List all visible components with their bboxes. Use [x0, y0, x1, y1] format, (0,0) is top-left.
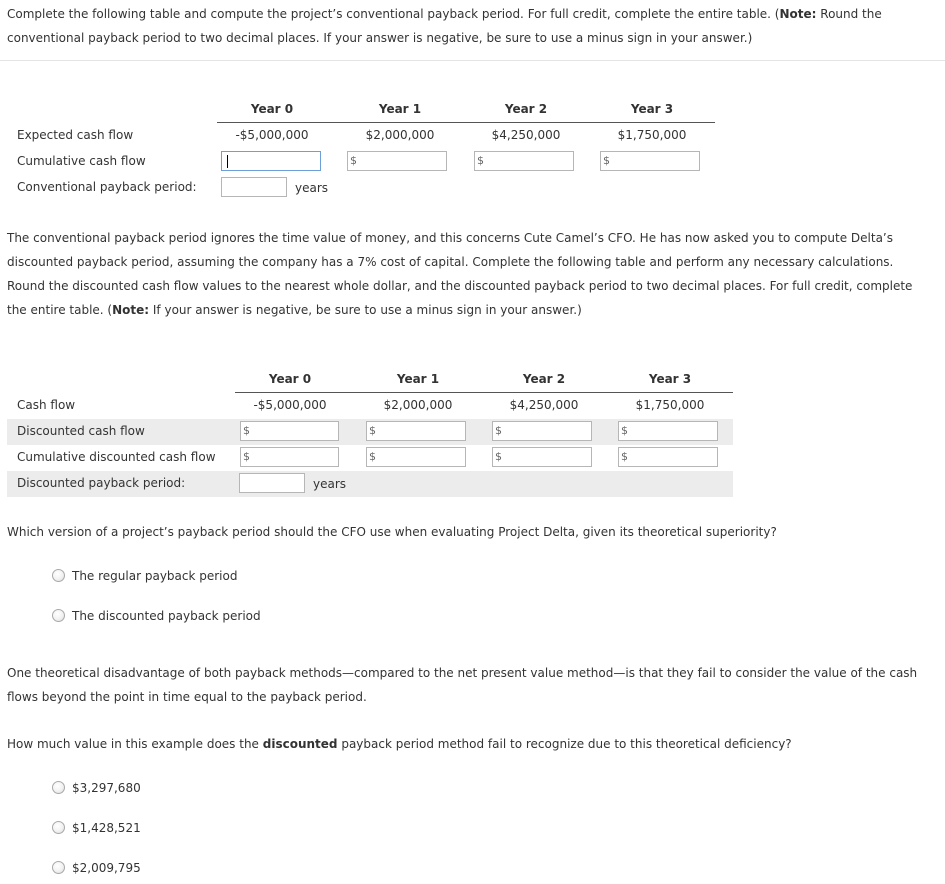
t1-expected-year0: -$5,000,000 [235, 128, 309, 142]
discounted-instructions-paragraph: The conventional payback period ignores the time value of money, and this concerns Cute Camel’s CFO. He has now asked you to compute Delta’s discounted payback period, assuming the company has a 7% cost of capital. Complete the following table and perform any necessary calculations. Round the discounted cash flow values to the nearest whole dollar, and the discounted payback period to two decimal places. For full credit, complete the entire table. (Note: If your answer is negative, be sure to use a minus sign in your answer.) [7, 231, 913, 317]
t1-cumulative-year3-input[interactable] [600, 151, 700, 171]
t1-cumulative-year2-input[interactable] [474, 151, 574, 171]
t1-header-rule [217, 122, 715, 123]
q2-option-1-label[interactable]: $3,297,680 [72, 781, 141, 795]
t1-expected-year2: $4,250,000 [491, 128, 561, 142]
t2-header-year3: Year 3 [648, 372, 692, 386]
t2-header-year2: Year 2 [522, 372, 566, 386]
intro-paragraph: Complete the following table and compute the project’s conventional payback period. For full credit, complete the entire table. (Note: Round the conventional payback period to two decimal places. If your answer is negative, be sure to use a minus sign in your answer.) [7, 7, 882, 45]
t2-cashflow-year3: $1,750,000 [635, 398, 705, 412]
t2-header-year1: Year 1 [396, 372, 440, 386]
t2-cumulative-year3-input[interactable] [618, 447, 718, 467]
t1-header-year0: Year 0 [250, 102, 294, 116]
t1-cumulative-year1-input[interactable] [347, 151, 447, 171]
dollar-sign: $ [495, 450, 502, 463]
t2-discounted-year3-input[interactable] [618, 421, 718, 441]
t1-header-year1: Year 1 [378, 102, 422, 116]
t1-header-year2: Year 2 [504, 102, 548, 116]
q1-option-discounted-label[interactable]: The discounted payback period [72, 609, 261, 623]
q1-option-regular-radio[interactable] [52, 569, 65, 582]
t2-cumulative-year1-input[interactable] [366, 447, 466, 467]
text-caret [227, 155, 228, 168]
t2-discounted-year1-input[interactable] [366, 421, 466, 441]
divider [0, 60, 945, 61]
t1-cumulative-label: Cumulative cash flow [17, 154, 146, 168]
t2-cumulative-year0-input[interactable] [240, 447, 339, 467]
t2-header-year0: Year 0 [268, 372, 312, 386]
t1-payback-label: Conventional payback period: [17, 180, 197, 194]
t1-years-label: years [295, 181, 329, 195]
dollar-sign: $ [243, 450, 250, 463]
t2-cashflow-label: Cash flow [17, 398, 76, 412]
t2-cashflow-year0: -$5,000,000 [253, 398, 327, 412]
disadvantage-paragraph: One theoretical disadvantage of both payback methods—compared to the net present value method—is that they fail to consider the value of the cash flows beyond the point in time equal to the payback period. [7, 666, 918, 704]
q2-option-1-radio[interactable] [52, 781, 65, 794]
t1-expected-year3: $1,750,000 [617, 128, 687, 142]
dollar-sign: $ [369, 424, 376, 437]
q2-question: How much value in this example does the discounted payback period method fail to recognize due to this theoretical deficiency? [7, 737, 792, 751]
t2-cashflow-year1: $2,000,000 [383, 398, 453, 412]
dollar-sign: $ [495, 424, 502, 437]
conventional-payback-input[interactable] [221, 177, 287, 197]
t1-expected-year1: $2,000,000 [365, 128, 435, 142]
q2-option-2-label[interactable]: $1,428,521 [72, 821, 141, 835]
q2-option-2-radio[interactable] [52, 821, 65, 834]
t1-header-year3: Year 3 [630, 102, 674, 116]
t2-cumulative-label: Cumulative discounted cash flow [17, 450, 216, 464]
dollar-sign: $ [369, 450, 376, 463]
q1-option-regular-label[interactable]: The regular payback period [72, 569, 238, 583]
para2-note-label: Note: [112, 303, 150, 317]
dollar-sign: $ [603, 154, 610, 167]
dollar-sign: $ [621, 424, 628, 437]
t1-cumulative-year0-input[interactable] [221, 151, 321, 171]
dollar-sign: $ [621, 450, 628, 463]
dollar-sign: $ [477, 154, 484, 167]
t2-years-label: years [313, 477, 347, 491]
t2-discounted-year0-input[interactable] [240, 421, 339, 441]
t2-discounted-year2-input[interactable] [492, 421, 592, 441]
intro-note-label: Note: [779, 7, 817, 21]
q2-option-3-radio[interactable] [52, 861, 65, 874]
t2-cashflow-year2: $4,250,000 [509, 398, 579, 412]
discounted-payback-input[interactable] [239, 473, 305, 493]
t1-expected-label: Expected cash flow [17, 128, 134, 142]
q1-question: Which version of a project’s payback period should the CFO use when evaluating Project Delta, given its theoretical superiority? [7, 525, 777, 539]
t2-discounted-label: Discounted cash flow [17, 424, 145, 438]
dollar-sign: $ [243, 424, 250, 437]
q1-option-discounted-radio[interactable] [52, 609, 65, 622]
dollar-sign: $ [350, 154, 357, 167]
q2-option-3-label[interactable]: $2,009,795 [72, 861, 141, 875]
t2-cumulative-year2-input[interactable] [492, 447, 592, 467]
q2-bold-word: discounted [262, 737, 338, 751]
t2-header-rule [235, 392, 733, 393]
t2-payback-label: Discounted payback period: [17, 476, 186, 490]
